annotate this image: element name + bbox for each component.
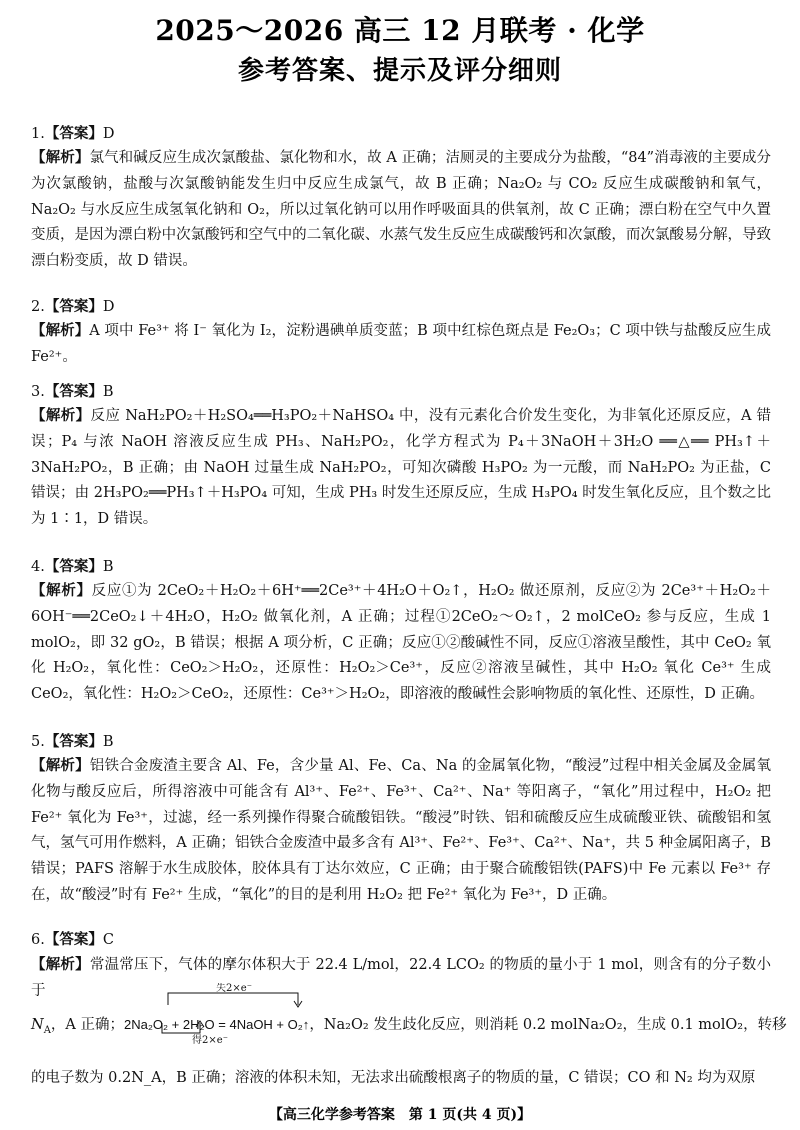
page-footer: 【高三化学参考答案 第 1 页(共 4 页)】	[268, 1107, 532, 1123]
q6-equation-suffix: ，Na₂O₂ 发生歧化反应，则消耗 0.2 molNa₂O₂，生成 0.1 molO₂，转移	[309, 1017, 787, 1033]
q3-answer-line	[31, 380, 114, 401]
q1-answer-line	[31, 122, 114, 143]
q2-answer-value: D	[102, 299, 115, 315]
gain-electron-label: 得2×e⁻	[192, 1035, 228, 1045]
avogadro-symbol: N	[31, 1017, 44, 1033]
q5-answer-line	[31, 730, 114, 751]
q2-answer-label: 【答案】	[44, 298, 103, 315]
lose-electron-label: 失2×e⁻	[216, 983, 252, 994]
page-subtitle: 参考答案、提示及评分细则	[237, 56, 562, 86]
q4-number: 4.	[31, 559, 45, 575]
q6-answer-line	[31, 928, 114, 949]
q5-answer-value: B	[102, 734, 114, 750]
q5-number: 5.	[31, 734, 45, 750]
q5-analysis-text: 铝铁合金废渣主要含 Al、Fe，含少量 Al、Fe、Ca、Na 的金属氧化物，“酸浸”过程中相关金属及金属氧化物与酸反应后，所得溶液中可能含有 Al³⁺、Fe²⁺、Fe³⁺、Ca²⁺、Na⁺ 等阳离子，“氧化”用过程中，H₂O₂ 把 Fe²⁺ 氧化为 Fe³⁺，过滤，经一系列操作得聚合硫酸铝铁。“酸浸”时铁、铝和硫酸反应生成硫酸亚铁、硫酸铝和氢气，氢气可用作燃料，A 正确；铝铁合金废渣中最多含有 Al³⁺、Fe²⁺、Fe³⁺、Ca²⁺、Na⁺，共 5 种金属阳离子，B 错误；PAFS 溶解于水生成胶体，胶体具有丁达尔效应，C 正确；由于聚合硫酸铝铁(PAFS)中 Fe 元素以 Fe³⁺ 存在，故“酸浸”时有 Fe²⁺ 生成，“氧化”的目的是利用 H₂O₂ 把 Fe²⁺ 氧化为 Fe³⁺，D 正确。	[31, 758, 772, 903]
page-title: 2025～2026 高三 12 月联考 · 化学	[155, 14, 645, 47]
q5-answer-label: 【答案】	[44, 733, 103, 750]
q1-analysis-text: 氯气和碱反应生成次氯酸盐、氯化物和水，故 A 正确；洁厕灵的主要成分为盐酸，“84”消毒液的主要成分为次氯酸钠，盐酸与次氯酸钠能发生归中反应生成氯气，故 B 正确；Na₂O₂ 与 CO₂ 反应生成碳酸钠和氧气，Na₂O₂ 与水反应生成氢氧化钠和 O₂，所以过氧化钠可以用作呼吸面具的供氧剂，故 C 正确；漂白粉在空气中久置变质，是因为漂白粉中次氯酸钙和空气中的二氧化碳、水蒸气发生反应生成碳酸钙和次氯酸，而次氯酸易分解，导致漂白粉变质，故 D 错误。	[31, 150, 771, 270]
avogadro-subscript: A	[43, 1024, 51, 1036]
q3-analysis	[31, 403, 771, 533]
q1-analysis-label: 【解析】	[31, 149, 90, 166]
q1-number: 1.	[31, 126, 45, 142]
q6-answer-label: 【答案】	[44, 931, 103, 948]
q6-number: 6.	[31, 932, 45, 948]
q6-equation-line	[31, 1013, 787, 1036]
q2-answer-line	[31, 295, 114, 316]
q3-analysis-text: 反应 NaH₂PO₂＋H₂SO₄══H₃PO₂＋NaHSO₄ 中，没有元素化合价发生变化，为非氧化还原反应，A 错误；P₄ 与浓 NaOH 溶液反应生成 PH₃、NaH₂PO₂，化学方程式为 P₄＋3NaOH＋3H₂O ══△══ PH₃↑＋3NaH₂PO₂，B 正确；由 NaOH 过量生成 NaH₂PO₂，可知次磷酸 H₃PO₂ 为一元酸，而 NaH₂PO₂ 为正盐，C 错误；由 2H₃PO₂══PH₃↑＋H₃PO₄ 可知，生成 PH₃ 时发生还原反应，生成 H₃PO₄ 时发生氧化反应，且个数之比为 1∶1，D 错误。	[31, 408, 772, 528]
q3-answer-label: 【答案】	[44, 383, 103, 400]
q6-analysis-label: 【解析】	[31, 956, 90, 973]
q6-tail-line: 的电子数为 0.2N_A，B 正确；溶液的体积未知，无法求出硫酸根离子的物质的量，C 错误；CO 和 N₂ 均为双原	[31, 1070, 756, 1086]
q1-answer-label: 【答案】	[44, 125, 103, 142]
q6-analysis-text: 常温常压下，气体的摩尔体积大于 22.4 L/mol，22.4 LCO₂ 的物质的量小于 1 mol，则含有的分子数小于	[31, 957, 771, 999]
q3-analysis-label: 【解析】	[31, 407, 91, 424]
q1-analysis	[31, 145, 771, 275]
q6-equation-prefix-tail: ，A 正确；	[50, 1017, 125, 1033]
q2-number: 2.	[31, 299, 45, 315]
q4-analysis-label: 【解析】	[31, 582, 92, 599]
q3-number: 3.	[31, 384, 45, 400]
q6-answer-value: C	[102, 932, 114, 948]
q2-analysis	[31, 318, 771, 371]
q5-analysis-label: 【解析】	[31, 757, 90, 774]
q1-answer-value: D	[102, 126, 115, 142]
redox-equation: 2Na₂O₂ + 2H₂O = 4NaOH + O₂↑	[124, 1017, 310, 1032]
q5-analysis	[31, 753, 771, 909]
q4-analysis	[31, 578, 771, 708]
q4-answer-value: B	[102, 559, 114, 575]
q2-analysis-text: A 项中 Fe³⁺ 将 I⁻ 氧化为 I₂，淀粉遇碘单质变蓝；B 项中红棕色斑点是 Fe₂O₃；C 项中铁与盐酸反应生成 Fe²⁺。	[31, 323, 771, 365]
q3-answer-value: B	[102, 384, 114, 400]
lose-electron-bracket	[168, 993, 298, 1005]
q4-analysis-text: 反应①为 2CeO₂＋H₂O₂＋6H⁺══2Ce³⁺＋4H₂O＋O₂↑，H₂O₂ 做还原剂，反应②为 2Ce³⁺＋H₂O₂＋6OH⁻══2CeO₂↓＋4H₂O，H₂O₂ 做氧化剂，A 正确；过程①2CeO₂～O₂↑，2 molCeO₂ 参与反应，生成 1 molO₂，即 32 gO₂，B 错误；根据 A 项分析，C 正确；反应①②酸碱性不同，反应①溶液呈酸性，其中 CeO₂ 氧化 H₂O₂，氧化性：CeO₂＞H₂O₂，还原性：H₂O₂＞Ce³⁺，反应②溶液呈碱性，其中 H₂O₂ 氧化 Ce³⁺ 生成 CeO₂，氧化性：H₂O₂＞CeO₂，还原性：Ce³⁺＞H₂O₂，即溶液的酸碱性会影响物质的氧化性、还原性，D 正确。	[31, 583, 772, 703]
q4-answer-label: 【答案】	[44, 558, 103, 575]
q2-analysis-label: 【解析】	[31, 322, 90, 339]
q4-answer-line	[31, 555, 114, 576]
